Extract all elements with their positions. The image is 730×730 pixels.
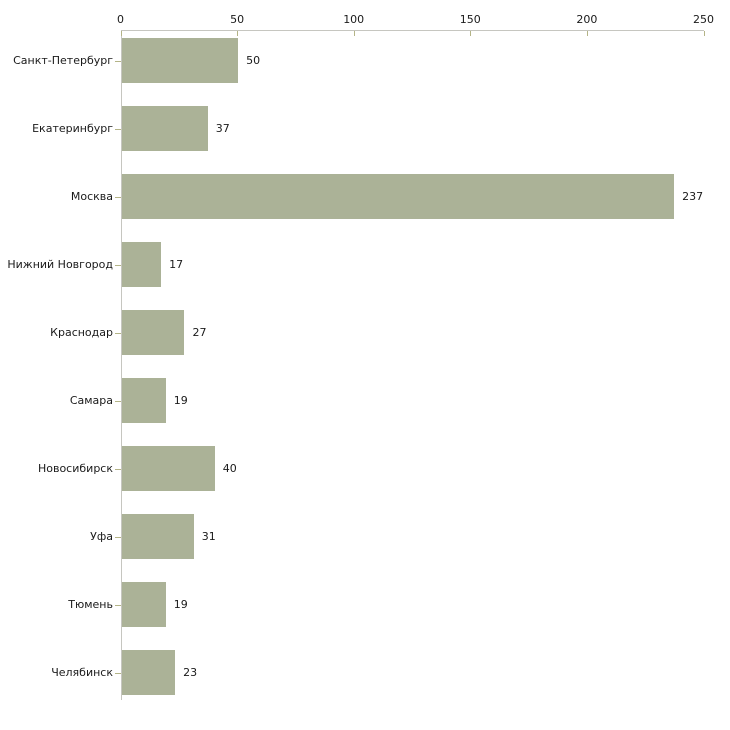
y-tick-mark (115, 605, 121, 606)
bar-7 (122, 446, 215, 491)
y-tick-mark (115, 61, 121, 62)
category-label: Нижний Новгород (7, 257, 113, 271)
value-label: 23 (183, 665, 198, 679)
category-label: Екатеринбург (32, 121, 113, 135)
value-label: 40 (222, 461, 237, 475)
x-tick-mark (354, 31, 355, 36)
bar-8 (122, 514, 194, 559)
category-label: Краснодар (50, 325, 113, 339)
value-label: 31 (201, 529, 216, 543)
category-label: Самара (69, 393, 113, 407)
x-tick-label: 0 (117, 13, 124, 26)
bar-3 (122, 174, 675, 219)
y-tick-mark (115, 333, 121, 334)
x-tick-label: 100 (343, 13, 365, 26)
value-label: 19 (173, 393, 188, 407)
category-label: Челябинск (51, 665, 113, 679)
category-label: Новосибирск (37, 461, 113, 475)
y-tick-mark (115, 673, 121, 674)
x-tick-mark (470, 31, 471, 36)
value-label: 37 (215, 121, 230, 135)
x-tick-mark (237, 31, 238, 36)
bar-5 (122, 310, 185, 355)
bar-6 (122, 378, 166, 423)
x-tick-mark (704, 31, 705, 36)
bar-10 (122, 650, 176, 695)
value-label: 19 (173, 597, 188, 611)
category-label: Москва (70, 189, 113, 203)
y-tick-mark (115, 401, 121, 402)
bar-9 (122, 582, 166, 627)
y-tick-mark (115, 129, 121, 130)
x-tick-mark (121, 31, 122, 36)
y-tick-mark (115, 197, 121, 198)
y-tick-mark (115, 469, 121, 470)
x-axis-line (121, 30, 704, 31)
x-tick-label: 200 (576, 13, 598, 26)
category-label: Тюмень (68, 597, 113, 611)
value-label: 237 (682, 189, 704, 203)
bar-4 (122, 242, 162, 287)
category-label: Санкт-Петербург (13, 53, 113, 67)
x-tick-label: 150 (459, 13, 481, 26)
category-label: Уфа (90, 529, 113, 543)
value-label: 50 (246, 53, 261, 67)
value-label: 27 (192, 325, 207, 339)
x-tick-label: 50 (230, 13, 245, 26)
bar-1 (122, 38, 239, 83)
x-tick-mark (587, 31, 588, 36)
value-label: 17 (169, 257, 184, 271)
y-tick-mark (115, 265, 121, 266)
bar-2 (122, 106, 208, 151)
y-tick-mark (115, 537, 121, 538)
x-tick-label: 250 (693, 13, 714, 26)
